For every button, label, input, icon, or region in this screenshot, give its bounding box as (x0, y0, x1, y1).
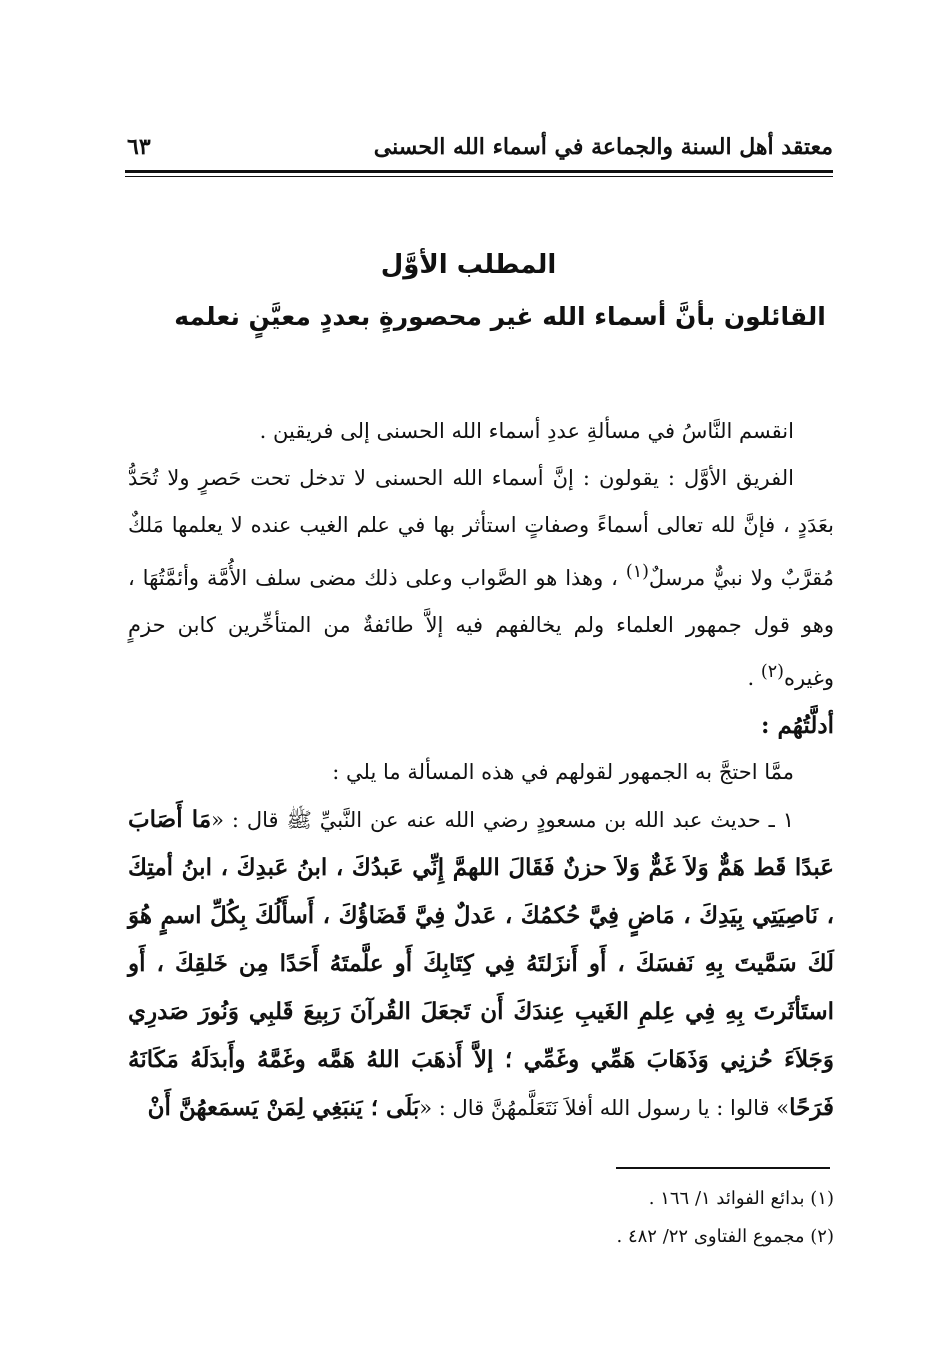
first-group-text-end: . (747, 666, 761, 690)
paragraph-evidence-intro: ممَّا احتجَّ به الجمهور لقولهم في هذه المسألة ما يلي : (332, 760, 794, 784)
running-title: معتقد أهل السنة والجماعة في أسماء الله الحسنى (373, 134, 833, 160)
footnote-2: (٢) مجموع الفتاوى ٢٢/ ٤٨٢ . (616, 1226, 834, 1247)
first-group-text-a: الفريق الأوَّل : يقولون : إنَّ أسماء الله الحسنى لا تدخل تحت حَصرٍ ولا تُحَدُّ بعَدَدٍ ، فإنَّ لله تعالى أسماءً وصفاتٍ استأثر بها في علم الغيب عنده لا يعلمها مَلكٌ مُقرَّبٌ ولا نبيٌّ مرسلٌ (128, 466, 834, 590)
page-header (125, 134, 833, 168)
evidence-subheading: أدلَّتُهُم : (761, 712, 834, 739)
paragraph-first-group (128, 455, 834, 702)
header-rule-thin (125, 176, 833, 177)
first-group-text-b: ، وهذا هو الصَّواب وعلى ذلك مضى سلف الأُمَّة وأئمَّتُهَا ، وهو قول جمهور العلماء ولم يخالفهم فيه إلاَّ طائفةٌ من المتأخِّرين كابن حزمٍ وغيره (128, 566, 834, 690)
hadith-answer: بَلَى ؛ يَنبَغِي لِمَنْ يَسمَعهُنَّ أَنْ (147, 1094, 420, 1121)
paragraph-intro: انقسم النَّاسُ في مسألةِ عددِ أسماء الله الحسنى إلى فريقين . (259, 419, 794, 443)
body-text (128, 408, 834, 1132)
header-rule-thick (125, 170, 833, 173)
footnote-separator (616, 1167, 830, 1169)
page-number: ٦٣ (127, 134, 151, 160)
footnote-1: (١) بدائع الفوائد ١/ ١٦٦ . (648, 1188, 834, 1209)
paragraph-hadith (128, 796, 834, 1132)
hadith-intro: ١ ـ حديث عبد الله بن مسعودٍ رضي الله عنه عن النَّبيِّ ﷺ قال : « (211, 808, 794, 832)
footnotes (128, 1180, 834, 1256)
section-title: القائلون بأنَّ أسماء الله غير محصورةٍ بعددٍ معيَّنٍ نعلمه (174, 302, 826, 331)
footnote-ref-1[interactable]: (١) (625, 562, 649, 582)
hadith-text: مَا أَصَابَ عَبدًا قَط هَمٌّ وَلاَ غَمٌّ وَلاَ حزنٌ فَقَالَ اللهمَّ إِنِّي عَبدُكَ ، ابنُ عَبدِكَ ، ابنُ أمتِكَ ، نَاصِيَتِي بِيَدِكَ ، مَاضٍ فِيَّ حُكمُكَ ، عَدلٌ فِيَّ قَضَاؤُكَ ، أَسأَلُكَ بِكُلِّ اسمٍ هُوَ لَكَ سَمَّيتَ بِهِ نَفسَكَ ، أَو أَنزَلتَهُ فِي كِتَابِكَ أَو علَّمتَهُ أَحَدًا مِن خَلقِكَ ، أَو استَأثَرتَ بِهِ فِي عِلمِ الغَيبِ عِندَكَ أَن تَجعَلَ القُرآنَ رَبِيعَ قَلبِي وَنُورَ صَدرِي وَجَلاَءَ حُزنِي وَذَهَابَ هَمِّي وغَمِّي ؛ إلاَّ أَذهَبَ اللهُ هَمَّه وغَمَّهُ وأَبدَلَهُ مَكَانَهُ فَرَحًا (128, 806, 834, 1121)
hadith-question: » قالوا : يا رسول الله أفلاَ نَتَعَلَّمهُنَّ قال : « (419, 1096, 790, 1120)
footnote-ref-2[interactable]: (٢) (760, 662, 784, 682)
section-label: المطلب الأوَّل (380, 250, 557, 280)
